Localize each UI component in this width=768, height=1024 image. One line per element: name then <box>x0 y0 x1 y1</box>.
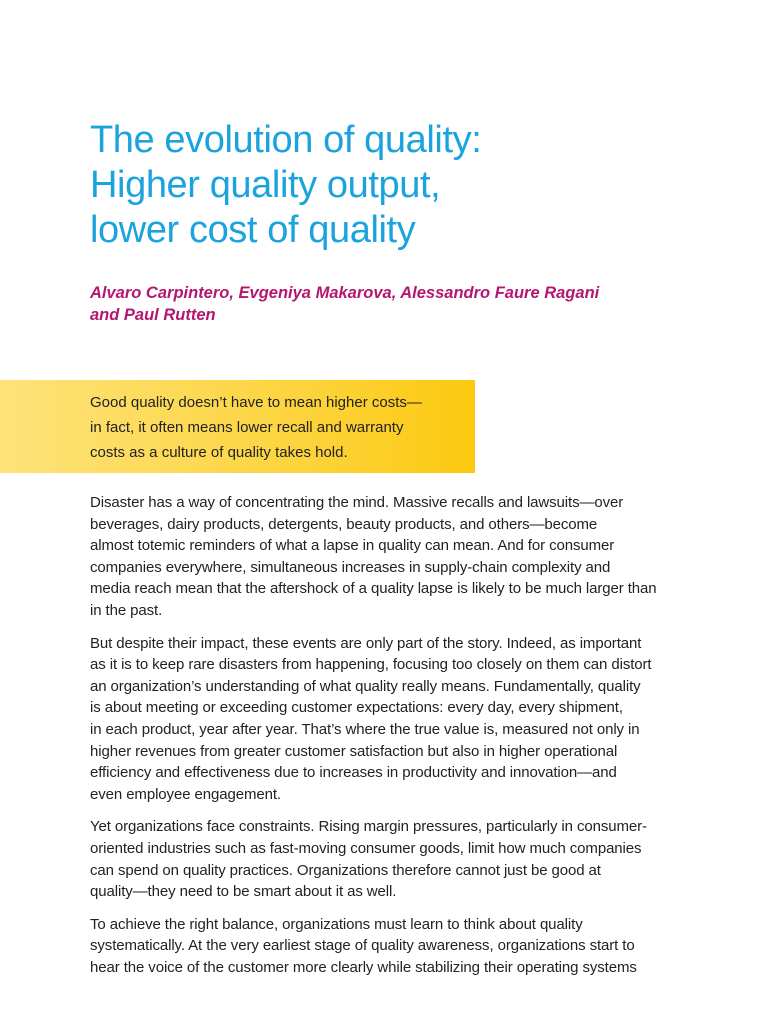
title-line: Higher quality output, <box>90 164 441 206</box>
body-line: hear the voice of the customer more clearly while stabilizing their operating systems <box>90 958 637 976</box>
body-line: Disaster has a way of concentrating the mind. Massive recalls and lawsuits—over <box>90 494 624 511</box>
body-line: oriented industries such as fast-moving consumer goods, limit how much companies <box>90 839 642 857</box>
callout-line: in fact, it often means lower recall and warranty <box>90 419 404 436</box>
body-line: can spend on quality practices. Organizations therefore cannot just be good at <box>90 861 601 879</box>
body-line: Yet organizations face constraints. Rising margin pressures, particularly in consumer- <box>90 818 647 836</box>
callout-line: costs as a culture of quality takes hold. <box>90 444 348 461</box>
summary-callout <box>0 380 475 473</box>
body-line: as it is to keep rare disasters from happening, focusing too closely on them can distort <box>90 656 652 674</box>
body-line: systematically. At the very earliest stage of quality awareness, organizations start to <box>90 937 635 955</box>
body-line: To achieve the right balance, organizations must learn to think about quality <box>90 915 583 933</box>
body-line: But despite their impact, these events are only part of the story. Indeed, as important <box>90 634 642 652</box>
body-line: in each product, year after year. That’s where the true value is, measured not only in <box>90 720 640 738</box>
title-line: The evolution of quality: <box>90 119 482 161</box>
body-line: efficiency and effectiveness due to increases in productivity and innovation—and <box>90 764 617 782</box>
title-line: lower cost of quality <box>90 209 416 251</box>
body-line: beverages, dairy products, detergents, beauty products, and others—become <box>90 515 598 533</box>
authors-line: and Paul Rutten <box>90 306 216 324</box>
body-line: media reach mean that the aftershock of a quality lapse is likely to be much larger than <box>90 580 657 598</box>
body-paragraph <box>90 492 710 622</box>
body-paragraph <box>90 816 710 902</box>
body-line: in the past. <box>90 601 163 619</box>
article-authors <box>90 282 599 326</box>
callout-line: Good quality doesn’t have to mean higher costs— <box>90 394 422 411</box>
body-paragraph <box>90 633 710 806</box>
body-line: almost totemic reminders of what a lapse in quality can mean. And for consumer <box>90 537 615 555</box>
body-line: quality—they need to be smart about it as well. <box>90 883 397 901</box>
body-line: an organization’s understanding of what quality really means. Fundamentally, quality <box>90 677 641 695</box>
body-line: is about meeting or exceeding customer expectations: every day, every shipment, <box>90 699 623 717</box>
body-line: higher revenues from greater customer satisfaction but also in higher operational <box>90 742 618 760</box>
article-title <box>90 118 481 253</box>
body-paragraph <box>90 914 710 979</box>
authors-line: Alvaro Carpintero, Evgeniya Makarova, Alessandro Faure Ragani <box>90 284 600 302</box>
body-line: companies everywhere, simultaneous increases in supply-chain complexity and <box>90 558 611 576</box>
body-line: even employee engagement. <box>90 785 281 803</box>
article-body <box>90 492 710 989</box>
callout-text <box>90 390 422 465</box>
